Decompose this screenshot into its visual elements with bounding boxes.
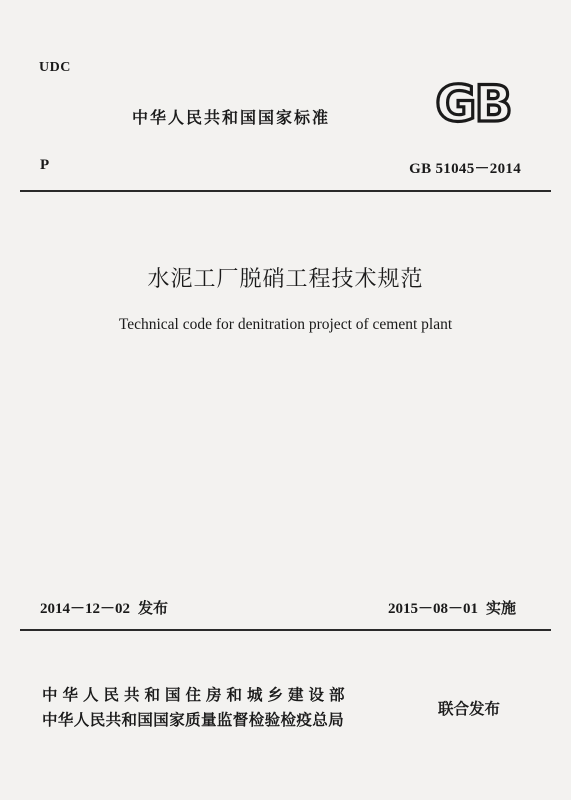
joint-publish-label: 联合发布 xyxy=(438,700,501,718)
header-divider xyxy=(20,190,551,192)
publisher-1: 中华人民共和国住房和城乡建设部 xyxy=(42,686,350,704)
implement-info xyxy=(388,597,516,618)
implement-date: 2015－08－01 xyxy=(387,601,478,617)
standard-number: GB 51045－2014 xyxy=(409,161,521,177)
gb-logo-text: GB xyxy=(435,78,511,126)
title-english: Technical code for denitration project of cement plant xyxy=(118,316,453,333)
issue-date: 2014－12－02 xyxy=(40,601,131,617)
title-chinese: 水泥工厂脱硝工程技术规范 xyxy=(147,267,424,292)
issue-info xyxy=(40,597,168,618)
udc-label: UDC xyxy=(39,60,71,75)
issue-label: 发布 xyxy=(138,599,169,617)
gb-logo xyxy=(423,78,523,126)
publisher-2: 中华人民共和国国家质量监督检验检疫总局 xyxy=(42,711,345,729)
standard-type: 中华人民共和国国家标准 xyxy=(132,108,331,127)
footer-divider xyxy=(20,629,551,631)
category-code: P xyxy=(40,157,50,173)
implement-label: 实施 xyxy=(485,599,516,617)
